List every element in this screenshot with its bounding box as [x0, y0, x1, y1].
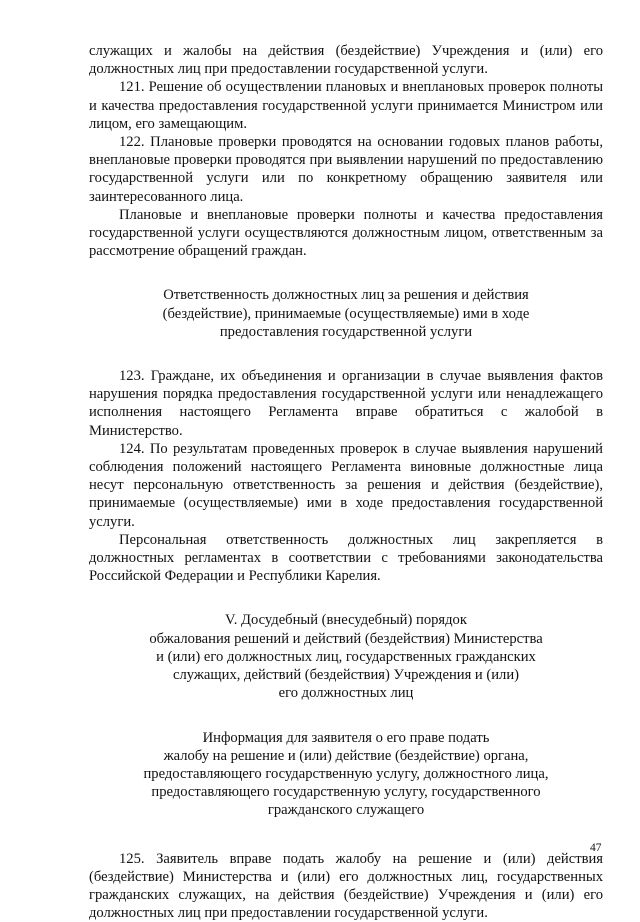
heading-line: и (или) его должностных лиц, государственных гражданских	[156, 648, 536, 665]
paragraph-continuation: служащих и жалобы на действия (бездействие) Учреждения и (или) его должностных лиц при предоставлении государственной услуги.	[89, 43, 603, 78]
paragraph-124: 124. По результатам проведенных проверок в случае выявления нарушений соблюдения положений настоящего Регламента виновные должностные лица несут персональную ответственность за решения и действия (бездействие), принимаемые (осуществляемые) ими в ходе предоставления государственной услуги.	[89, 440, 603, 530]
paragraph-planned-checks: Плановые и внеплановые проверки полноты и качества предоставления государственной услуги осуществляются должностным лицом, ответственным за рассмотрение обращений граждан.	[89, 206, 603, 260]
heading-line: предоставляющего государственную услугу, должностного лица,	[143, 765, 549, 782]
heading-line: Информация для заявителя о его праве подать	[202, 729, 490, 746]
paragraph-personal-responsibility: Персональная ответственность должностных лиц закрепляется в должностных регламентах в соответствии с требованиями законодательства Российской Федерации и Республики Карелия.	[89, 531, 603, 585]
page-number: 47	[590, 842, 602, 854]
heading-line: гражданского служащего	[267, 802, 425, 819]
heading-responsibility	[89, 286, 603, 341]
paragraph-121: 121. Решение об осуществлении плановых и внеплановых проверок полноты и качества предоставления государственной услуги принимается Министром или лицом, его замещающим.	[89, 79, 603, 132]
heading-line: предоставляющего государственную услугу, государственного	[151, 784, 541, 801]
heading-line: обжалования решений и действий (бездействия) Министерства	[149, 630, 543, 647]
document-page	[89, 42, 603, 922]
heading-line: предоставления государственной услуги	[219, 323, 473, 340]
paragraph-122: 122. Плановые проверки проводятся на основании годовых планов работы, внеплановые проверки проводятся при выявлении нарушений по предоставлению государственной услуги или по конкретному обращению заявителя или заинтересованного лица.	[89, 134, 603, 205]
heading-section-v	[89, 611, 603, 702]
spacer	[89, 341, 603, 367]
paragraph-123: 123. Граждане, их объединения и организации в случае выявления фактов нарушения порядка предоставления государственной услуги или ненадлежащего исполнения настоящего Регламента вправе обратиться с жалобой в Министерство.	[89, 368, 603, 439]
heading-line: жалобу на решение и (или) действие (бездействие) органа,	[163, 747, 529, 764]
spacer	[89, 585, 603, 611]
heading-line: (бездействие), принимаемые (осуществляемые) ими в ходе	[162, 305, 530, 322]
heading-line: служащих, действий (бездействия) Учреждения и (или)	[172, 667, 520, 684]
spacer	[89, 820, 603, 850]
spacer	[89, 703, 603, 729]
heading-line: его должностных лиц	[278, 685, 414, 702]
heading-information	[89, 729, 603, 820]
paragraph-125: 125. Заявитель вправе подать жалобу на решение и (или) действия (бездействие) Министерства и (или) его должностных лиц, государственных гражданских служащих, на действия (бездействие) Учреждения и (или) его должностных лиц при предоставлении государственной услуги.	[89, 850, 603, 922]
heading-line: V. Досудебный (внесудебный) порядок	[225, 612, 467, 629]
heading-line: Ответственность должностных лиц за решения и действия	[163, 287, 529, 304]
spacer	[89, 260, 603, 286]
